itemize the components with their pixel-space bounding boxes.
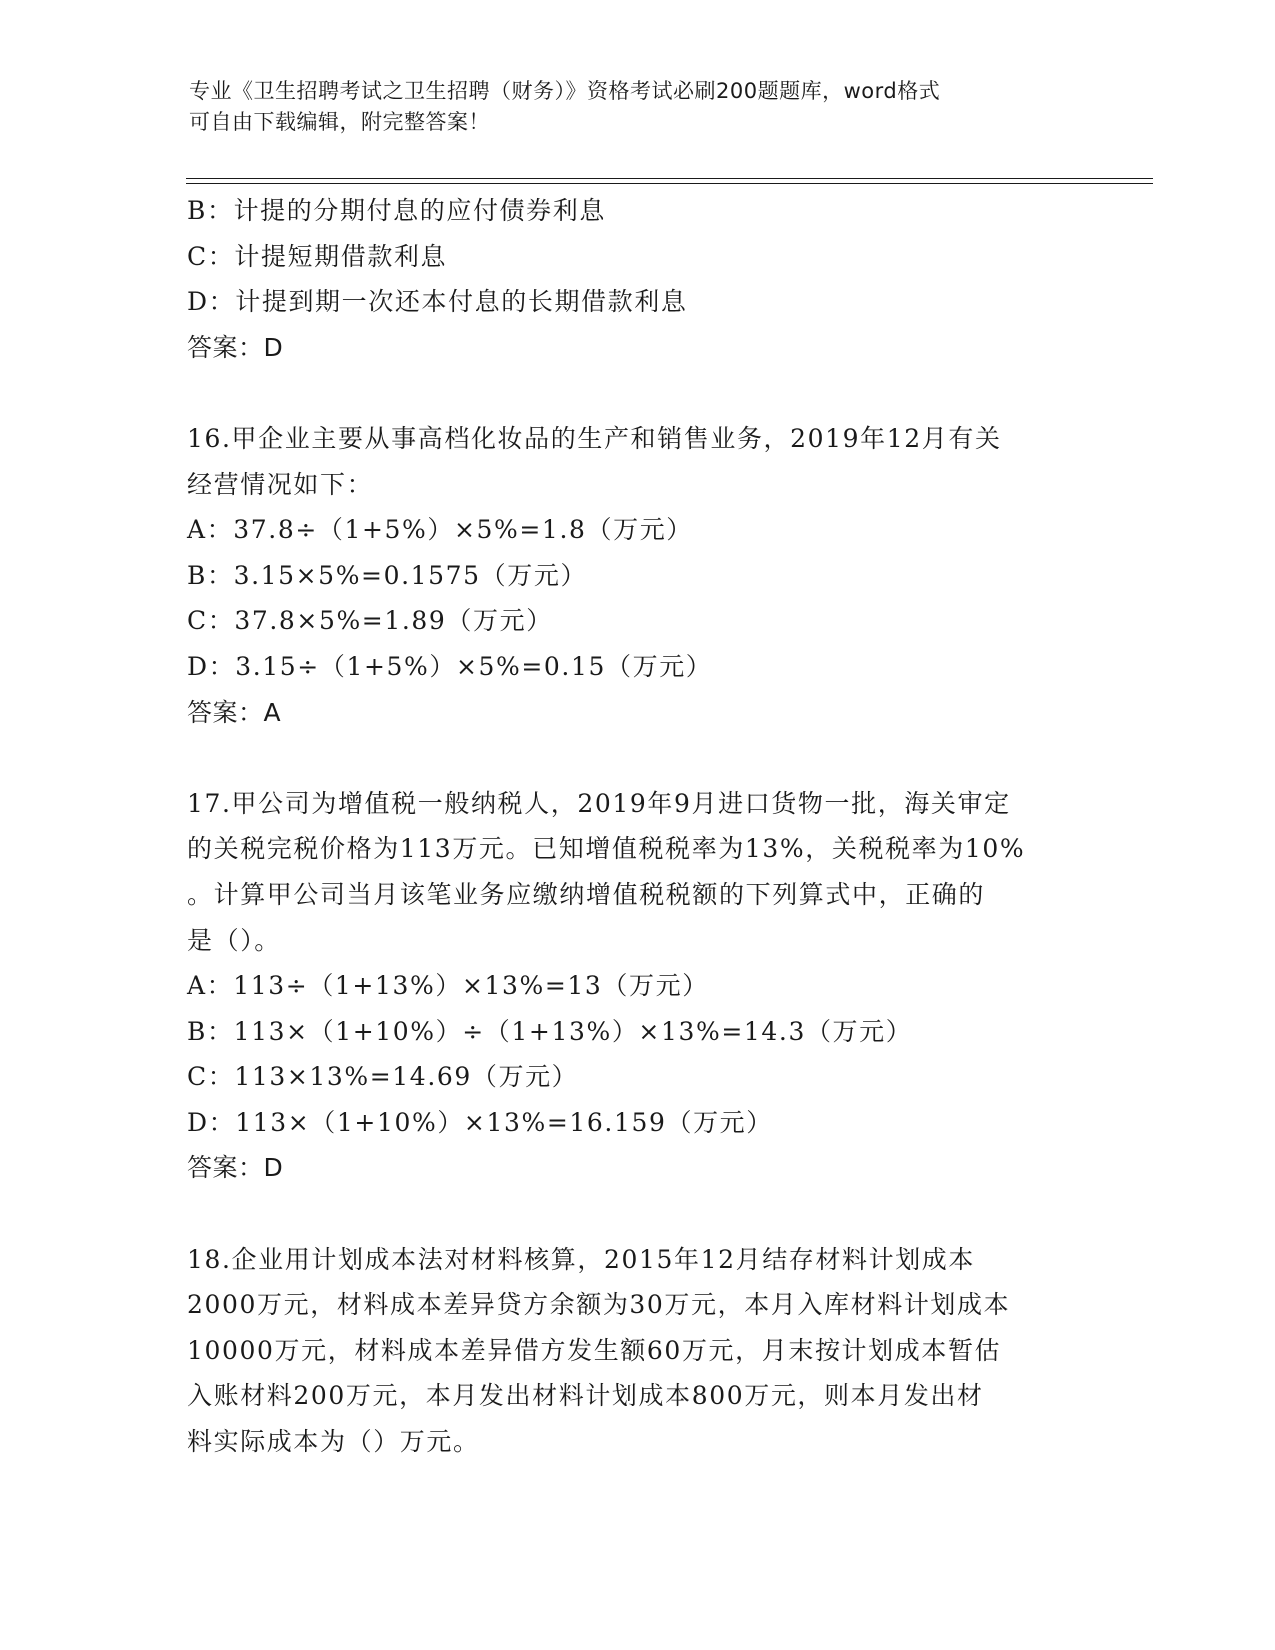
question-17 xyxy=(187,781,1107,1191)
q17-stem-line-3: 。计算甲公司当月该笔业务应缴纳增值税税额的下列算式中，正确的 xyxy=(187,879,986,909)
q17-answer: 答案：D xyxy=(187,1153,284,1183)
q15-answer: 答案：D xyxy=(187,332,284,362)
q15-option-c: C：计提短期借款利息 xyxy=(187,241,448,271)
header-line-1: 专业《卫生招聘考试之卫生招聘（财务）》资格考试必刷200题题库，word格式 xyxy=(189,79,941,103)
q17-option-a: A：113÷（1+13%）×13%=13（万元） xyxy=(187,971,709,1001)
q16-option-d: D：3.15÷（1+5%）×5%=0.15（万元） xyxy=(187,651,713,681)
question-18 xyxy=(187,1237,1107,1465)
q16-option-c: C：37.8×5%=1.89（万元） xyxy=(187,606,553,636)
q16-option-a: A：37.8÷（1+5%）×5%=1.8（万元） xyxy=(187,515,693,545)
q15-option-b: B：计提的分期付息的应付债券利息 xyxy=(187,196,606,225)
header-divider-thick xyxy=(186,178,1153,179)
question-body xyxy=(187,188,1107,1465)
spacer xyxy=(187,735,1107,781)
q16-stem-line-1: 16.甲企业主要从事高档化妆品的生产和销售业务，2019年12月有关 xyxy=(187,423,1002,453)
q16-option-b: B：3.15×5%=0.1575（万元） xyxy=(187,560,588,590)
q16-stem-line-2: 经营情况如下： xyxy=(187,469,374,499)
document-header xyxy=(189,76,1089,138)
q17-stem-line-4: 是（）。 xyxy=(187,925,281,955)
spacer xyxy=(187,1191,1107,1237)
q18-stem-line-1: 18.企业用计划成本法对材料核算，2015年12月结存材料计划成本 xyxy=(187,1244,975,1274)
q17-stem-line-1: 17.甲公司为增值税一般纳税人，2019年9月进口货物一批，海关审定 xyxy=(187,788,1011,818)
q18-stem-line-4: 入账材料200万元，本月发出材料计划成本800万元，则本月发出材 xyxy=(187,1381,984,1411)
q17-option-c: C：113×13%=14.69（万元） xyxy=(187,1062,579,1092)
header-line-2: 可自由下载编辑，附完整答案！ xyxy=(189,110,490,134)
question-15-tail xyxy=(187,188,1107,370)
header-divider-thin xyxy=(186,183,1153,184)
q17-option-d: D：113×（1+10%）×13%=16.159（万元） xyxy=(187,1107,773,1137)
q18-stem-line-2: 2000万元，材料成本差异贷方余额为30万元，本月入库材料计划成本 xyxy=(187,1290,1011,1320)
q17-stem-line-2: 的关税完税价格为113万元。已知增值税税率为13%，关税税率为10% xyxy=(187,834,1026,864)
question-16 xyxy=(187,416,1107,735)
q18-stem-line-5: 料实际成本为（）万元。 xyxy=(187,1427,480,1457)
q17-option-b: B：113×（1+10%）÷（1+13%）×13%=14.3（万元） xyxy=(187,1016,913,1046)
spacer xyxy=(187,370,1107,416)
q15-option-d: D：计提到期一次还本付息的长期借款利息 xyxy=(187,287,688,317)
q18-stem-line-3: 10000万元，材料成本差异借方发生额60万元，月末按计划成本暂估 xyxy=(187,1335,1002,1365)
q16-answer: 答案：A xyxy=(187,697,282,727)
